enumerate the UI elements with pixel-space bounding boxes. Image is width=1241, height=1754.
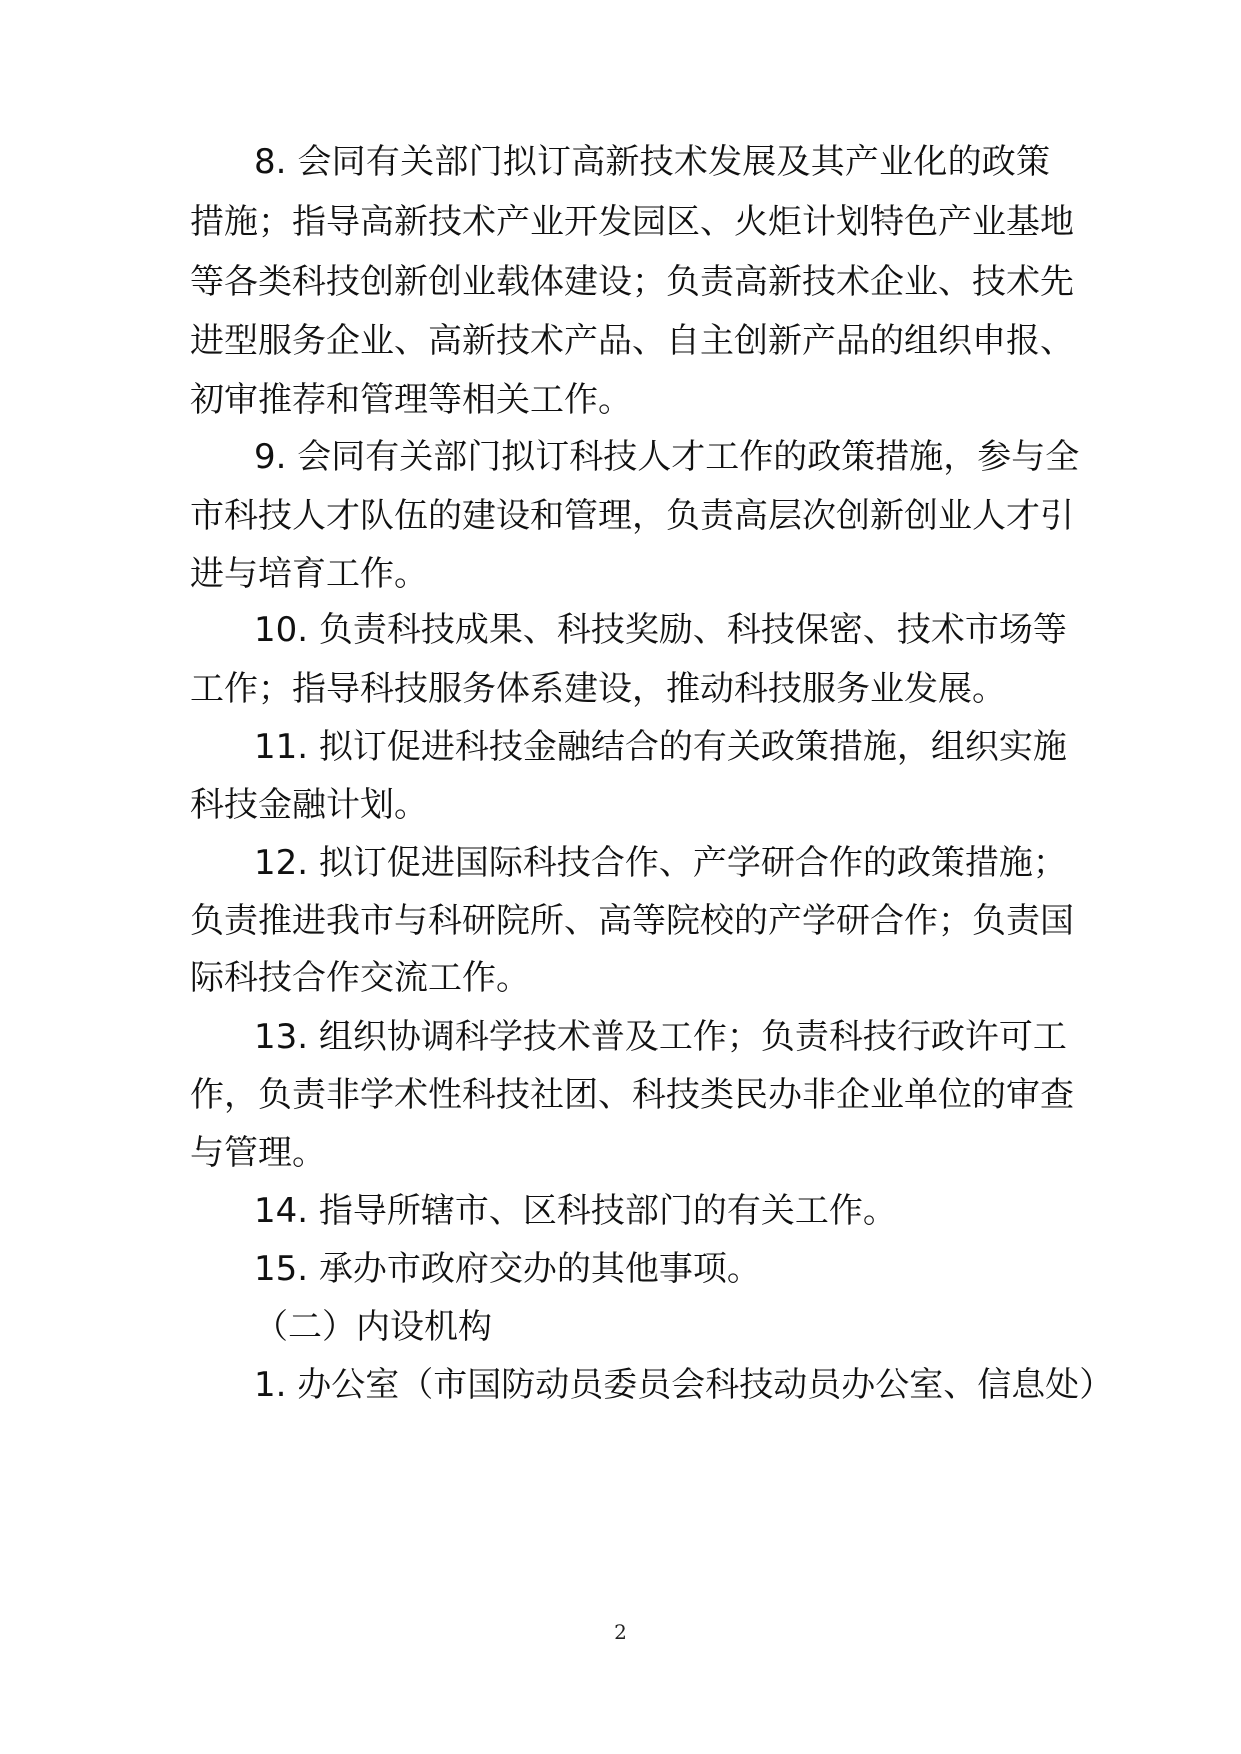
section-heading-internal-bodies: （二）内设机构 [254,1307,492,1347]
item-11-line-1: 11. 拟订促进科技金融结合的有关政策措施，组织实施 [254,727,1067,767]
item-14-line: 14. 指导所辖市、区科技部门的有关工作。 [254,1191,897,1231]
item-13-line-1: 13. 组织协调科学技术普及工作；负责科技行政许可工 [254,1017,1067,1057]
item-9-line-2: 市科技人才队伍的建设和管理，负责高层次创新创业人才引 [190,496,1074,536]
item-8-line-3: 等各类科技创新创业载体建设；负责高新技术企业、技术先 [190,262,1074,302]
item-8-line-1: 8. 会同有关部门拟订高新技术发展及其产业化的政策 [254,142,1050,182]
item-9-line-3: 进与培育工作。 [190,554,428,594]
item-9-line-1: 9. 会同有关部门拟订科技人才工作的政策措施，参与全 [254,437,1080,477]
item-10-line-1: 10. 负责科技成果、科技奖励、科技保密、技术市场等 [254,610,1067,650]
item-15-line: 15. 承办市政府交办的其他事项。 [254,1249,761,1289]
item-13-line-2: 作，负责非学术性科技社团、科技类民办非企业单位的审查 [190,1075,1074,1115]
item-11-line-2: 科技金融计划。 [190,785,428,825]
sub-item-1-line: 1. 办公室（市国防动员委员会科技动员办公室、信息处） [254,1365,1114,1405]
item-8-line-2: 措施；指导高新技术产业开发园区、火炬计划特色产业基地 [190,202,1074,242]
page-number: 2 [614,1620,627,1644]
item-12-line-2: 负责推进我市与科研院所、高等院校的产学研合作；负责国 [190,901,1074,941]
item-12-line-1: 12. 拟订促进国际科技合作、产学研合作的政策措施； [254,843,1067,883]
item-12-line-3: 际科技合作交流工作。 [190,958,530,998]
item-8-line-4: 进型服务企业、高新技术产品、自主创新产品的组织申报、 [190,321,1074,361]
item-10-line-2: 工作；指导科技服务体系建设，推动科技服务业发展。 [190,669,1006,709]
item-13-line-3: 与管理。 [190,1133,326,1173]
item-8-line-5: 初审推荐和管理等相关工作。 [190,380,632,420]
